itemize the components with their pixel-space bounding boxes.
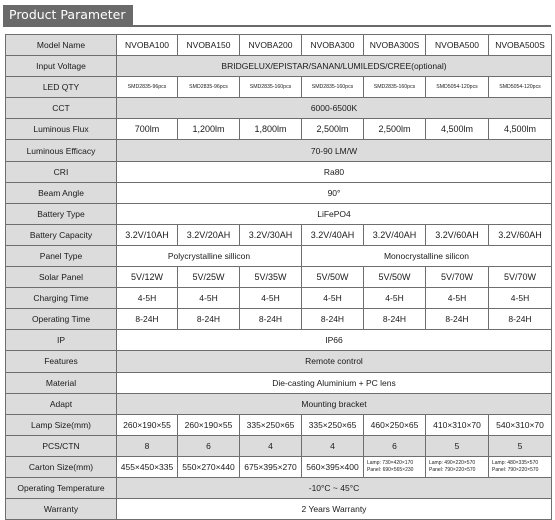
label-operating-time: Operating Time (6, 309, 117, 330)
solar-panel-cell: 5V/70W (489, 267, 552, 288)
charging-time-cell: 4-5H (302, 288, 364, 309)
value-warranty: 2 Years Warranty (117, 499, 552, 520)
row-cri (6, 161, 552, 182)
label-cri: CRI (6, 161, 117, 182)
carton-lamp-size: Lamp: 490×220×570 (429, 459, 476, 466)
luminous-flux-cell: 2,500lm (302, 119, 364, 140)
led-qty-cell: SMD2835-96pcs (117, 77, 178, 98)
lamp-size-cell: 260×190×55 (117, 414, 178, 435)
pcs-ctn-cell: 4 (240, 435, 302, 456)
value-beam-angle: 90° (117, 182, 552, 203)
value-material: Die-casting Aluminium + PC lens (117, 372, 552, 393)
row-operating-temperature (6, 477, 552, 498)
led-qty-cell: SMD5054-120pcs (489, 77, 552, 98)
battery-capacity-cell: 3.2V/60AH (426, 224, 489, 245)
row-input-voltage (6, 56, 552, 77)
label-luminous-efficacy: Luminous Efficacy (6, 140, 117, 161)
value-luminous-efficacy: 70-90 LM/W (117, 140, 552, 161)
battery-capacity-cell: 3.2V/40AH (364, 224, 426, 245)
led-qty-cell: SMD5054-120pcs (426, 77, 489, 98)
model-cell: NVOBA150 (178, 35, 240, 56)
lamp-size-cell: 335×250×65 (240, 414, 302, 435)
label-carton-size: Carton Size(mm) (6, 456, 117, 477)
label-features: Features (6, 351, 117, 372)
luminous-flux-cell: 2,500lm (364, 119, 426, 140)
luminous-flux-cell: 1,800lm (240, 119, 302, 140)
carton-panel-size: Panel: 690×565×230 (367, 466, 414, 473)
label-cct: CCT (6, 98, 117, 119)
led-qty-cell: SMD2835-160pcs (240, 77, 302, 98)
model-cell: NVOBA500S (489, 35, 552, 56)
label-battery-capacity: Battery Capacity (6, 224, 117, 245)
row-battery-capacity (6, 224, 552, 245)
label-panel-type: Panel Type (6, 245, 117, 266)
row-pcs-ctn (6, 435, 552, 456)
header-divider (3, 25, 551, 27)
solar-panel-cell: 5V/35W (240, 267, 302, 288)
carton-lamp-size: Lamp: 730×420×170 (367, 459, 414, 466)
battery-capacity-cell: 3.2V/30AH (240, 224, 302, 245)
row-operating-time (6, 309, 552, 330)
carton-size-cell: 675×395×270 (240, 456, 302, 477)
solar-panel-cell: 5V/50W (364, 267, 426, 288)
pcs-ctn-cell: 5 (426, 435, 489, 456)
battery-capacity-cell: 3.2V/40AH (302, 224, 364, 245)
led-qty-cell: SMD2835-160pcs (302, 77, 364, 98)
battery-capacity-cell: 3.2V/60AH (489, 224, 552, 245)
value-input-voltage: BRIDGELUX/EPISTAR/SANAN/LUMILEDS/CREE(optional) (117, 56, 552, 77)
operating-time-cell: 8-24H (240, 309, 302, 330)
label-luminous-flux: Luminous Flux (6, 119, 117, 140)
row-carton-size (6, 456, 552, 477)
row-beam-angle (6, 182, 552, 203)
row-material (6, 372, 552, 393)
carton-panel-size: Panel: 790×220×570 (429, 466, 476, 473)
solar-panel-cell: 5V/12W (117, 267, 178, 288)
value-operating-temperature: -10°C ~ 45°C (117, 477, 552, 498)
operating-time-cell: 8-24H (302, 309, 364, 330)
led-qty-cell: SMD2835-160pcs (364, 77, 426, 98)
value-battery-type: LiFePO4 (117, 203, 552, 224)
operating-time-cell: 8-24H (117, 309, 178, 330)
value-features: Remote control (117, 351, 552, 372)
label-pcs-ctn: PCS/CTN (6, 435, 117, 456)
carton-lamp-size: Lamp: 480×335×570 (492, 459, 539, 466)
luminous-flux-cell: 4,500lm (426, 119, 489, 140)
model-cell: NVOBA500 (426, 35, 489, 56)
row-cct (6, 98, 552, 119)
model-cell: NVOBA100 (117, 35, 178, 56)
operating-time-cell: 8-24H (364, 309, 426, 330)
pcs-ctn-cell: 4 (302, 435, 364, 456)
model-cell: NVOBA200 (240, 35, 302, 56)
solar-panel-cell: 5V/70W (426, 267, 489, 288)
carton-size-cell: 560×395×400 (302, 456, 364, 477)
charging-time-cell: 4-5H (117, 288, 178, 309)
carton-size-split-cell (426, 456, 489, 477)
section-title: Product Parameter (3, 5, 133, 25)
model-cell: NVOBA300S (364, 35, 426, 56)
row-luminous-efficacy (6, 140, 552, 161)
pcs-ctn-cell: 8 (117, 435, 178, 456)
luminous-flux-cell: 700lm (117, 119, 178, 140)
carton-size-split-cell (364, 456, 426, 477)
luminous-flux-cell: 4,500lm (489, 119, 552, 140)
lamp-size-cell: 335×250×65 (302, 414, 364, 435)
carton-size-cell: 550×270×440 (178, 456, 240, 477)
label-charging-time: Charging Time (6, 288, 117, 309)
charging-time-cell: 4-5H (240, 288, 302, 309)
carton-size-split-cell (489, 456, 552, 477)
operating-time-cell: 8-24H (426, 309, 489, 330)
label-warranty: Warranty (6, 499, 117, 520)
row-model-name (6, 35, 552, 56)
luminous-flux-cell: 1,200lm (178, 119, 240, 140)
label-led-qty: LED QTY (6, 77, 117, 98)
lamp-size-cell: 260×190×55 (178, 414, 240, 435)
row-led-qty (6, 77, 552, 98)
row-ip (6, 330, 552, 351)
charging-time-cell: 4-5H (489, 288, 552, 309)
pcs-ctn-cell: 5 (489, 435, 552, 456)
carton-size-cell: 455×450×335 (117, 456, 178, 477)
solar-panel-cell: 5V/25W (178, 267, 240, 288)
led-qty-cell: SMD2835-96pcs (178, 77, 240, 98)
label-solar-panel: Solar Panel (6, 267, 117, 288)
row-battery-type (6, 203, 552, 224)
label-battery-type: Battery Type (6, 203, 117, 224)
lamp-size-cell: 460×250×65 (364, 414, 426, 435)
row-solar-panel (6, 267, 552, 288)
row-panel-type (6, 245, 552, 266)
label-input-voltage: Input Voltage (6, 56, 117, 77)
operating-time-cell: 8-24H (178, 309, 240, 330)
label-beam-angle: Beam Angle (6, 182, 117, 203)
label-ip: IP (6, 330, 117, 351)
pcs-ctn-cell: 6 (178, 435, 240, 456)
charging-time-cell: 4-5H (426, 288, 489, 309)
model-cell: NVOBA300 (302, 35, 364, 56)
section-header (0, 0, 555, 30)
label-adapt: Adapt (6, 393, 117, 414)
product-parameter-table (5, 34, 552, 520)
row-features (6, 351, 552, 372)
label-model-name: Model Name (6, 35, 117, 56)
panel-type-mono: Monocrystalline silicon (302, 245, 552, 266)
label-operating-temperature: Operating Temperature (6, 477, 117, 498)
label-material: Material (6, 372, 117, 393)
battery-capacity-cell: 3.2V/10AH (117, 224, 178, 245)
value-cri: Ra80 (117, 161, 552, 182)
charging-time-cell: 4-5H (178, 288, 240, 309)
row-lamp-size (6, 414, 552, 435)
value-adapt: Mounting bracket (117, 393, 552, 414)
charging-time-cell: 4-5H (364, 288, 426, 309)
row-adapt (6, 393, 552, 414)
battery-capacity-cell: 3.2V/20AH (178, 224, 240, 245)
operating-time-cell: 8-24H (489, 309, 552, 330)
value-cct: 6000-6500K (117, 98, 552, 119)
row-luminous-flux (6, 119, 552, 140)
carton-panel-size: Panel: 790×220×570 (492, 466, 539, 473)
lamp-size-cell: 410×310×70 (426, 414, 489, 435)
pcs-ctn-cell: 6 (364, 435, 426, 456)
solar-panel-cell: 5V/50W (302, 267, 364, 288)
row-charging-time (6, 288, 552, 309)
lamp-size-cell: 540×310×70 (489, 414, 552, 435)
label-lamp-size: Lamp Size(mm) (6, 414, 117, 435)
value-ip: IP66 (117, 330, 552, 351)
panel-type-poly: Polycrystalline sillicon (117, 245, 302, 266)
